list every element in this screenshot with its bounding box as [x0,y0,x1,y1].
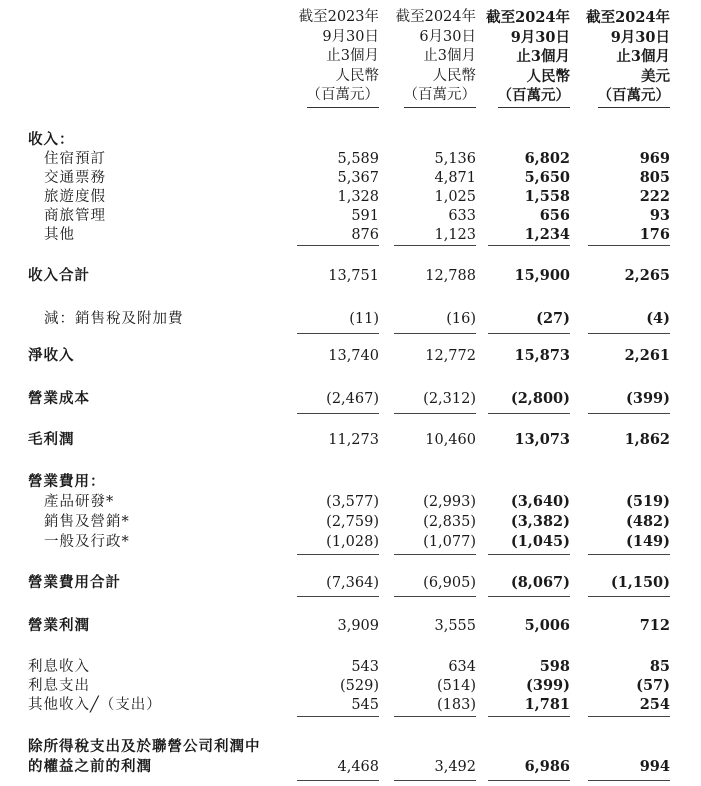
header-unit: （百萬元） [307,86,380,108]
header-unit: （百萬元） [598,86,671,108]
header-line: 截至2024年 [486,9,570,26]
row-label: 營業成本 [28,390,90,407]
table-row-transportation [0,168,701,188]
cell-value: 805 [639,169,670,186]
row-label: 減：銷售稅及附加費 [44,311,184,327]
cell-value: 5,367 [337,170,379,186]
cell-value: (2,835) [423,514,476,530]
cell-value: 6,986 [524,758,570,775]
cell-value: 6,802 [524,150,570,167]
row-label: 的權益之前的利潤 [28,758,152,775]
cell-value: 656 [539,207,570,224]
row-label: 收入： [28,131,75,148]
table-row-other-income-expense [0,695,701,715]
cell-value: 254 [639,696,670,713]
subtotal-rule [588,413,670,414]
cell-value: 176 [639,226,670,243]
cell-value: 598 [539,658,570,675]
table-row-corporate-travel [0,206,701,226]
subtotal-rule [488,245,570,246]
table-row-income-before-tax [0,757,701,777]
row-label: 其他收入╱（支出） [28,697,162,713]
section-operating-expenses [0,472,701,492]
header-line: 人民幣 [335,67,379,84]
row-label: 一般及行政* [44,534,130,550]
cell-value: (1,077) [423,534,476,550]
table-row-sales-tax [0,309,701,329]
cell-value: 2,265 [624,267,670,284]
cell-value: 994 [639,758,670,775]
cell-value: 1,123 [434,227,476,243]
table-row-others [0,225,701,245]
cell-value: (3,382) [510,513,570,530]
cell-value: 15,873 [514,347,570,364]
header-line: 人民幣 [526,67,570,85]
cell-value: 876 [351,227,379,243]
cell-value: 5,006 [524,617,570,634]
row-label: 交通票務 [44,170,106,186]
header-line: 止3個月 [326,48,379,64]
table-row-gross-profit [0,430,701,450]
cell-value: (8,067) [510,574,570,591]
cell-value: 633 [448,208,476,224]
cell-value: (16) [446,311,476,327]
cell-value: 4,871 [434,170,476,186]
header-line: 美元 [641,67,670,85]
cell-value: 3,555 [434,618,476,634]
cell-value: 545 [351,697,379,713]
cell-value: 5,650 [524,169,570,186]
cell-value: (27) [536,310,570,327]
subtotal-rule [488,333,570,334]
table-row-accommodation [0,149,701,169]
cell-value: 1,781 [524,696,570,713]
subtotal-rule [394,596,476,597]
cell-value: (399) [526,677,570,694]
column-header-q3-2024-usd [578,8,670,108]
subtotal-rule [488,596,570,597]
subtotal-rule [394,716,476,717]
subtotal-rule [394,554,476,555]
row-label: 利息收入 [28,659,90,675]
row-label: 商旅管理 [44,208,106,224]
header-line: 止3個月 [616,48,670,65]
row-label: 銷售及營銷* [44,514,130,530]
total-rule [588,780,670,781]
cell-value: (2,312) [423,391,476,407]
cell-value: 1,234 [524,226,570,243]
subtotal-rule [588,554,670,555]
row-label: 除所得稅支出及於聯營公司利潤中 [28,738,261,755]
cell-value: (2,759) [326,514,379,530]
subtotal-rule [394,245,476,246]
subtotal-rule [394,333,476,334]
row-label: 營業費用合計 [28,574,121,591]
header-line: 人民幣 [432,67,476,84]
header-unit: （百萬元） [498,86,571,108]
cell-value: (519) [626,493,670,510]
cell-value: 15,900 [514,267,570,284]
cell-value: (4) [646,310,670,327]
table-row-general-admin [0,532,701,552]
cell-value: (149) [626,533,670,550]
cell-value: (1,045) [510,533,570,550]
row-label: 收入合計 [28,267,90,284]
cell-value: 3,492 [434,759,476,775]
cell-value: 3,909 [337,618,379,634]
header-line: 截至2024年 [586,9,670,26]
cell-value: (1,028) [326,534,379,550]
row-label: 其他 [44,227,75,243]
subtotal-rule [297,554,379,555]
cell-value: (7,364) [326,575,379,591]
cell-value: 222 [639,188,670,205]
cell-value: 712 [639,617,670,634]
total-rule [297,780,379,781]
cell-value: 591 [351,208,379,224]
subtotal-rule [297,245,379,246]
subtotal-rule [588,333,670,334]
cell-value: (3,640) [510,493,570,510]
cell-value: 5,589 [337,151,379,167]
subtotal-rule [488,716,570,717]
cell-value: 12,772 [425,348,476,364]
cell-value: 13,740 [328,348,379,364]
row-label: 利息支出 [28,678,90,694]
cell-value: (1,150) [610,574,670,591]
cell-value: 1,558 [524,188,570,205]
cell-value: 13,073 [514,431,570,448]
table-row-cost-of-revenue [0,389,701,409]
subtotal-rule [297,716,379,717]
total-rule [488,780,570,781]
header-line: 9月30日 [322,28,379,45]
cell-value: 11,273 [328,432,379,448]
header-line: 截至2023年 [298,9,379,25]
row-label: 營業利潤 [28,617,90,634]
total-rule [394,780,476,781]
subtotal-rule [297,413,379,414]
header-line: 止3個月 [516,48,570,65]
cell-value: (2,800) [510,390,570,407]
cell-value: 13,751 [328,268,379,284]
row-label: 淨收入 [28,347,75,364]
cell-value: 1,025 [434,189,476,205]
cell-value: 85 [649,658,670,675]
table-row-net-revenue [0,346,701,366]
header-line: 9月30日 [510,28,570,46]
header-line: 9月30日 [610,28,670,46]
column-header-q3-2023-rmb [287,8,379,108]
subtotal-rule [297,333,379,334]
subtotal-rule [297,596,379,597]
column-header-q2-2024-rmb [384,8,476,108]
header-line: 6月30日 [419,28,476,45]
cell-value: 1,862 [624,431,670,448]
cell-value: 93 [649,207,670,224]
subtotal-rule [588,716,670,717]
cell-value: (482) [626,513,670,530]
subtotal-rule [588,245,670,246]
table-row-interest-income [0,657,701,677]
cell-value: 2,261 [624,347,670,364]
subtotal-rule [488,554,570,555]
cell-value: 634 [448,659,476,675]
cell-value: (2,467) [326,391,379,407]
cell-value: 543 [351,659,379,675]
row-label: 住宿預訂 [44,151,106,167]
cell-value: (3,577) [326,494,379,510]
cell-value: 4,468 [337,759,379,775]
cell-value: 969 [639,150,670,167]
subtotal-rule [488,413,570,414]
subtotal-rule [394,413,476,414]
table-row-interest-expense [0,676,701,696]
row-label: 旅遊度假 [44,189,106,205]
header-line: 截至2024年 [395,9,476,25]
section-revenue [0,130,701,150]
cell-value: (11) [349,311,379,327]
column-header-q3-2024-rmb [478,8,570,108]
table-row-total-revenue [0,266,701,286]
cell-value: (183) [437,697,476,713]
header-line: 止3個月 [423,48,476,64]
cell-value: (57) [636,677,670,694]
cell-value: 12,788 [425,268,476,284]
cell-value: 10,460 [425,432,476,448]
cell-value: (514) [437,678,476,694]
table-row-product-development [0,492,701,512]
cell-value: 1,328 [337,189,379,205]
table-row-pretax-line1 [0,737,701,757]
row-label: 營業費用： [28,473,106,490]
cell-value: (529) [340,678,379,694]
header-unit: （百萬元） [404,86,477,108]
table-row-total-operating-expenses [0,573,701,593]
row-label: 毛利潤 [28,431,75,448]
table-row-sales-marketing [0,512,701,532]
cell-value: (399) [626,390,670,407]
cell-value: (6,905) [423,575,476,591]
subtotal-rule [588,596,670,597]
cell-value: (2,993) [423,494,476,510]
table-row-packaged-tours [0,187,701,207]
row-label: 產品研發* [44,494,115,510]
cell-value: 5,136 [434,151,476,167]
table-row-operating-income [0,616,701,636]
